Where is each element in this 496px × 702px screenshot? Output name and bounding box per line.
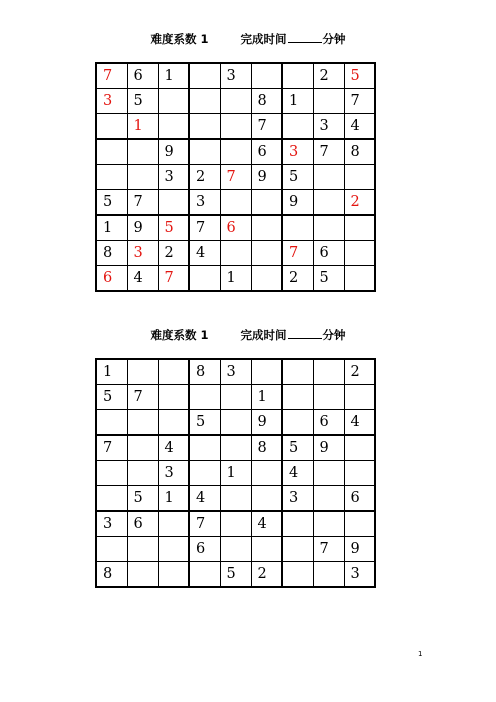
sudoku-cell: [313, 385, 344, 410]
grid-row: [96, 537, 375, 562]
grid-row: [96, 461, 375, 486]
sudoku-cell: [344, 215, 375, 241]
sudoku-cell: 1: [127, 114, 158, 140]
sudoku-cell: 3: [127, 241, 158, 266]
grid-row: [96, 215, 375, 241]
page-number: 1: [418, 650, 423, 658]
sudoku-grid-1: [95, 62, 376, 292]
sudoku-cell: 6: [189, 537, 220, 562]
sudoku-grid-2: [95, 358, 376, 588]
sudoku-cell: [158, 114, 189, 140]
sudoku-cell: 3: [220, 359, 251, 385]
sudoku-cell: 1: [282, 89, 313, 114]
sudoku-cell: 3: [282, 139, 313, 165]
sudoku-cell: 7: [189, 511, 220, 537]
sudoku-cell: 7: [282, 241, 313, 266]
sudoku-cell: 1: [158, 63, 189, 89]
sudoku-cell: 7: [96, 63, 127, 89]
sudoku-cell: [158, 511, 189, 537]
sudoku-cell: 1: [220, 461, 251, 486]
grid-row: [96, 385, 375, 410]
minutes-label: 分钟: [322, 32, 346, 46]
puzzle-title-1: [0, 31, 496, 47]
difficulty-and-time-label: 难度系数 1 完成时间: [150, 32, 287, 46]
sudoku-cell: 3: [96, 89, 127, 114]
sudoku-cell: [282, 63, 313, 89]
sudoku-cell: [313, 89, 344, 114]
sudoku-cell: 5: [313, 266, 344, 292]
sudoku-cell: 4: [344, 410, 375, 436]
sudoku-cell: [251, 215, 282, 241]
sudoku-cell: [220, 385, 251, 410]
sudoku-cell: 6: [344, 486, 375, 512]
sudoku-cell: 5: [189, 410, 220, 436]
sudoku-cell: [251, 190, 282, 216]
sudoku-cell: [158, 359, 189, 385]
sudoku-cell: [313, 461, 344, 486]
sudoku-cell: 9: [313, 435, 344, 461]
grid-row: [96, 435, 375, 461]
sudoku-cell: [189, 63, 220, 89]
sudoku-cell: 2: [189, 165, 220, 190]
time-blank: [288, 32, 322, 43]
sudoku-cell: [189, 89, 220, 114]
sudoku-cell: [96, 461, 127, 486]
sudoku-cell: 2: [158, 241, 189, 266]
sudoku-cell: [313, 359, 344, 385]
sudoku-cell: [313, 511, 344, 537]
sudoku-cell: 8: [189, 359, 220, 385]
sudoku-cell: 7: [127, 385, 158, 410]
sudoku-cell: 8: [251, 89, 282, 114]
sudoku-cell: 7: [313, 537, 344, 562]
sudoku-cell: 8: [344, 139, 375, 165]
grid-row: [96, 63, 375, 89]
sudoku-cell: [96, 537, 127, 562]
sudoku-cell: 5: [96, 190, 127, 216]
sudoku-cell: [344, 241, 375, 266]
sudoku-cell: 7: [220, 165, 251, 190]
sudoku-cell: [251, 486, 282, 512]
sudoku-cell: [220, 511, 251, 537]
sudoku-cell: [189, 461, 220, 486]
sudoku-cell: [251, 266, 282, 292]
sudoku-cell: [189, 435, 220, 461]
sudoku-cell: 4: [282, 461, 313, 486]
sudoku-cell: 8: [96, 562, 127, 588]
sudoku-cell: 1: [158, 486, 189, 512]
sudoku-cell: 5: [96, 385, 127, 410]
sudoku-cell: [127, 359, 158, 385]
difficulty-and-time-label: 难度系数 1 完成时间: [150, 328, 287, 342]
sudoku-cell: [127, 435, 158, 461]
sudoku-cell: 4: [189, 241, 220, 266]
sudoku-cell: 3: [96, 511, 127, 537]
sudoku-cell: [96, 114, 127, 140]
sudoku-cell: 9: [344, 537, 375, 562]
grid-row: [96, 410, 375, 436]
sudoku-cell: 7: [158, 266, 189, 292]
sudoku-cell: [127, 537, 158, 562]
sudoku-cell: 1: [251, 385, 282, 410]
sudoku-cell: 8: [251, 435, 282, 461]
sudoku-cell: [282, 385, 313, 410]
sudoku-cell: 8: [96, 241, 127, 266]
sudoku-cell: 7: [313, 139, 344, 165]
sudoku-cell: [220, 114, 251, 140]
grid-row: [96, 114, 375, 140]
sudoku-cell: [282, 511, 313, 537]
sudoku-cell: 4: [344, 114, 375, 140]
sudoku-cell: [220, 410, 251, 436]
sudoku-cell: [251, 63, 282, 89]
sudoku-cell: 6: [127, 511, 158, 537]
sudoku-cell: [158, 385, 189, 410]
sudoku-cell: 5: [158, 215, 189, 241]
sudoku-cell: 5: [127, 89, 158, 114]
sudoku-cell: [313, 215, 344, 241]
grid-row: [96, 241, 375, 266]
sudoku-cell: [96, 139, 127, 165]
sudoku-cell: [344, 435, 375, 461]
sudoku-cell: [158, 190, 189, 216]
sudoku-cell: 9: [158, 139, 189, 165]
sudoku-cell: 6: [313, 410, 344, 436]
sudoku-cell: 3: [282, 486, 313, 512]
grid-row: [96, 190, 375, 216]
sudoku-cell: [282, 359, 313, 385]
sudoku-cell: 3: [313, 114, 344, 140]
sudoku-cell: [96, 486, 127, 512]
sudoku-cell: 3: [220, 63, 251, 89]
sudoku-cell: 3: [189, 190, 220, 216]
puzzle-title-2: [0, 327, 496, 343]
sudoku-cell: 2: [344, 190, 375, 216]
sudoku-cell: 9: [127, 215, 158, 241]
sudoku-cell: [127, 165, 158, 190]
sudoku-cell: [220, 537, 251, 562]
sudoku-cell: [282, 562, 313, 588]
sudoku-cell: 6: [251, 139, 282, 165]
sudoku-cell: [220, 190, 251, 216]
sudoku-cell: [313, 190, 344, 216]
sudoku-cell: [282, 114, 313, 140]
sudoku-cell: 3: [344, 562, 375, 588]
sudoku-cell: 2: [313, 63, 344, 89]
sudoku-cell: [344, 165, 375, 190]
sudoku-cell: 7: [251, 114, 282, 140]
sudoku-cell: [127, 461, 158, 486]
sudoku-cell: [344, 385, 375, 410]
sudoku-cell: [282, 215, 313, 241]
sudoku-cell: [220, 89, 251, 114]
sudoku-cell: 5: [127, 486, 158, 512]
sudoku-cell: 1: [220, 266, 251, 292]
sudoku-cell: [344, 511, 375, 537]
sudoku-cell: [127, 562, 158, 588]
sudoku-cell: [189, 139, 220, 165]
sudoku-cell: 5: [344, 63, 375, 89]
sudoku-cell: 9: [251, 410, 282, 436]
sudoku-cell: 6: [220, 215, 251, 241]
time-blank: [288, 328, 322, 339]
sudoku-cell: [344, 461, 375, 486]
sudoku-cell: 4: [158, 435, 189, 461]
sudoku-cell: 7: [96, 435, 127, 461]
sudoku-cell: 5: [282, 165, 313, 190]
sudoku-cell: [251, 537, 282, 562]
sudoku-cell: 3: [158, 165, 189, 190]
sudoku-cell: 7: [189, 215, 220, 241]
grid-row: [96, 562, 375, 588]
sudoku-cell: [189, 385, 220, 410]
sudoku-cell: [282, 537, 313, 562]
grid-row: [96, 486, 375, 512]
grid-row: [96, 266, 375, 292]
sudoku-cell: 9: [251, 165, 282, 190]
sudoku-cell: 4: [127, 266, 158, 292]
grid-row: [96, 359, 375, 385]
sudoku-cell: [189, 114, 220, 140]
sudoku-cell: 2: [282, 266, 313, 292]
sudoku-cell: [127, 410, 158, 436]
sudoku-cell: [313, 562, 344, 588]
sudoku-cell: [220, 139, 251, 165]
sudoku-cell: [96, 165, 127, 190]
sudoku-cell: [158, 410, 189, 436]
minutes-label: 分钟: [322, 328, 346, 342]
sudoku-cell: 4: [189, 486, 220, 512]
sudoku-cell: [282, 410, 313, 436]
sudoku-cell: 7: [127, 190, 158, 216]
sudoku-cell: [220, 241, 251, 266]
grid-row: [96, 165, 375, 190]
sudoku-cell: 7: [344, 89, 375, 114]
sudoku-cell: [344, 266, 375, 292]
sudoku-cell: 1: [96, 359, 127, 385]
grid-row: [96, 139, 375, 165]
sudoku-cell: [127, 139, 158, 165]
sudoku-cell: [313, 486, 344, 512]
sudoku-cell: 2: [251, 562, 282, 588]
sudoku-cell: [251, 359, 282, 385]
sudoku-cell: [251, 241, 282, 266]
sudoku-cell: [251, 461, 282, 486]
sudoku-cell: [158, 562, 189, 588]
sudoku-cell: 6: [96, 266, 127, 292]
sudoku-cell: 9: [282, 190, 313, 216]
sudoku-cell: [158, 89, 189, 114]
sudoku-cell: 5: [282, 435, 313, 461]
sudoku-cell: 2: [344, 359, 375, 385]
sudoku-cell: [313, 165, 344, 190]
sudoku-cell: 5: [220, 562, 251, 588]
sudoku-cell: 6: [127, 63, 158, 89]
sudoku-cell: [158, 537, 189, 562]
sudoku-cell: [96, 410, 127, 436]
sudoku-cell: [189, 562, 220, 588]
sudoku-cell: 1: [96, 215, 127, 241]
sudoku-cell: [220, 435, 251, 461]
sudoku-cell: 3: [158, 461, 189, 486]
grid-row: [96, 511, 375, 537]
sudoku-cell: [189, 266, 220, 292]
sudoku-cell: 4: [251, 511, 282, 537]
sudoku-cell: [220, 486, 251, 512]
grid-row: [96, 89, 375, 114]
sudoku-cell: 6: [313, 241, 344, 266]
